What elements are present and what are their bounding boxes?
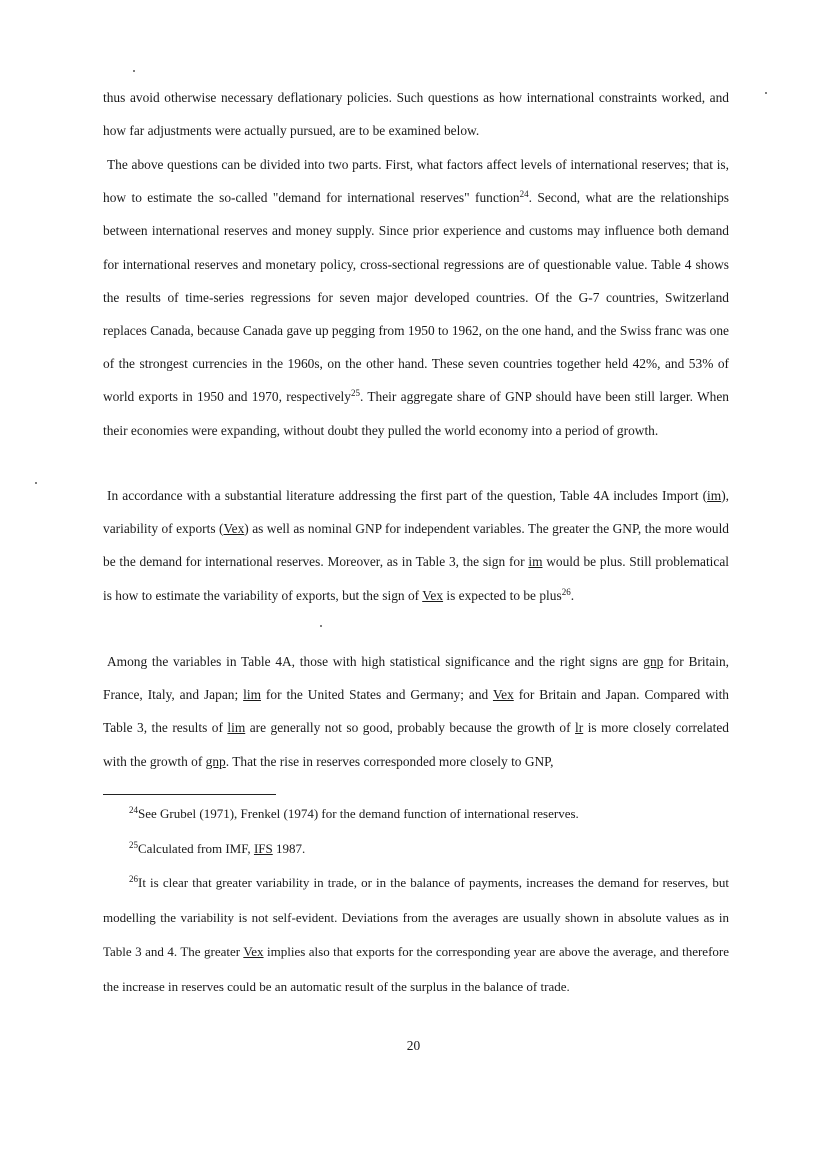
scan-speck (320, 625, 322, 627)
footnote-ref-26: 26 (561, 586, 571, 597)
variable-vex: Vex (492, 687, 514, 703)
paragraph-2: The above questions can be divided into two parts. First, what factors affect levels of international reserves; that is, how to estimate the so-called "demand for international reserves" function$^{24}$. Second, what are the relationships between international reserves and money supply. Since prior experience and customs may influence both demand for international reserves and monetary policy, cross-sectional regressions are of questionable value. Table 4 shows the results of time-series regressions for seven major developed countries. Of the G-7 countries, Switzerland replaces Canada, because Canada gave up pegging from 1950 to 1962, on the one hand, and the Swiss franc was one of the strongest currencies in the 1960s, on the other hand. These seven countries together held 42%, and 53% of world exports in 1950 and 1970, respectively$^{25}$. Their aggregate share of GNP should have been still larger. When their economies were expanding, without doubt they pulled the world economy into a period of growth. (103, 157, 729, 438)
variable-gnp: gnp (205, 753, 226, 769)
variable-vex: Vex (422, 587, 444, 603)
page-number: 20 (406, 1038, 421, 1053)
paragraph-1: thus avoid otherwise necessary deflationary policies. Such questions as how international constraints worked, and how far adjustments were actually pursued, are to be examined below. (103, 90, 729, 139)
paragraph-4: Among the variables in Table 4A, those with high statistical significance and the right signs are gnp for Britain, France, Italy, and Japan; lim for the United States and Germany; and Vex for Britain and Japan. Compared with Table 3, the results of lim are generally not so good, probably because the growth of lr is more closely correlated with the growth of gnp. That the rise in reserves corresponded more closely to GNP, (103, 654, 729, 769)
variable-vex: Vex (243, 944, 264, 959)
footnote-26: $^{26}$It is clear that greater variability in trade, or in the balance of payments, increases the demand for reserves, but modelling the variability is not self-evident. Deviations from the averages are usually shown in absolute values as in Table 3 and 4. The greater Vex implies also that exports for the corresponding year are above the average, and therefore the increase in reserves could be an automatic result of the surplus in the balance of trade. (103, 874, 730, 994)
footnote-ref-25: 25 (350, 388, 360, 399)
variable-gnp: gnp (643, 654, 664, 669)
footnote-ref-24: 24 (519, 189, 529, 200)
footnote-25: $^{25}$Calculated from IMF, IFS 1987. (129, 840, 306, 856)
variable-lim: lim (243, 687, 261, 703)
footnote-24: $^{24}$See Grubel (1971), Frenkel (1974) for the demand function of international reserves. (129, 805, 579, 821)
variable-lr: lr (575, 720, 584, 736)
scan-speck (35, 482, 37, 484)
paragraph-3: In accordance with a substantial literature addressing the first part of the question, Table 4A includes Import (im), variability of exports (Vex) as well as nominal GNP for independent variables. The greater the GNP, the more would be the demand for international reserves. Moreover, as in Table 3, the sign for im would be plus. Still problematical is how to estimate the variability of exports, but the sign of Vex is expected to be plus$^{26}$. (103, 488, 730, 603)
scan-speck (765, 92, 767, 94)
scan-speck (133, 70, 135, 72)
footnote-separator (103, 794, 276, 795)
variable-vex: Vex (223, 521, 245, 537)
ifs-reference: IFS (253, 841, 273, 856)
variable-im: im (528, 554, 543, 570)
variable-im: im (707, 488, 722, 503)
variable-lim: lim (227, 720, 246, 736)
